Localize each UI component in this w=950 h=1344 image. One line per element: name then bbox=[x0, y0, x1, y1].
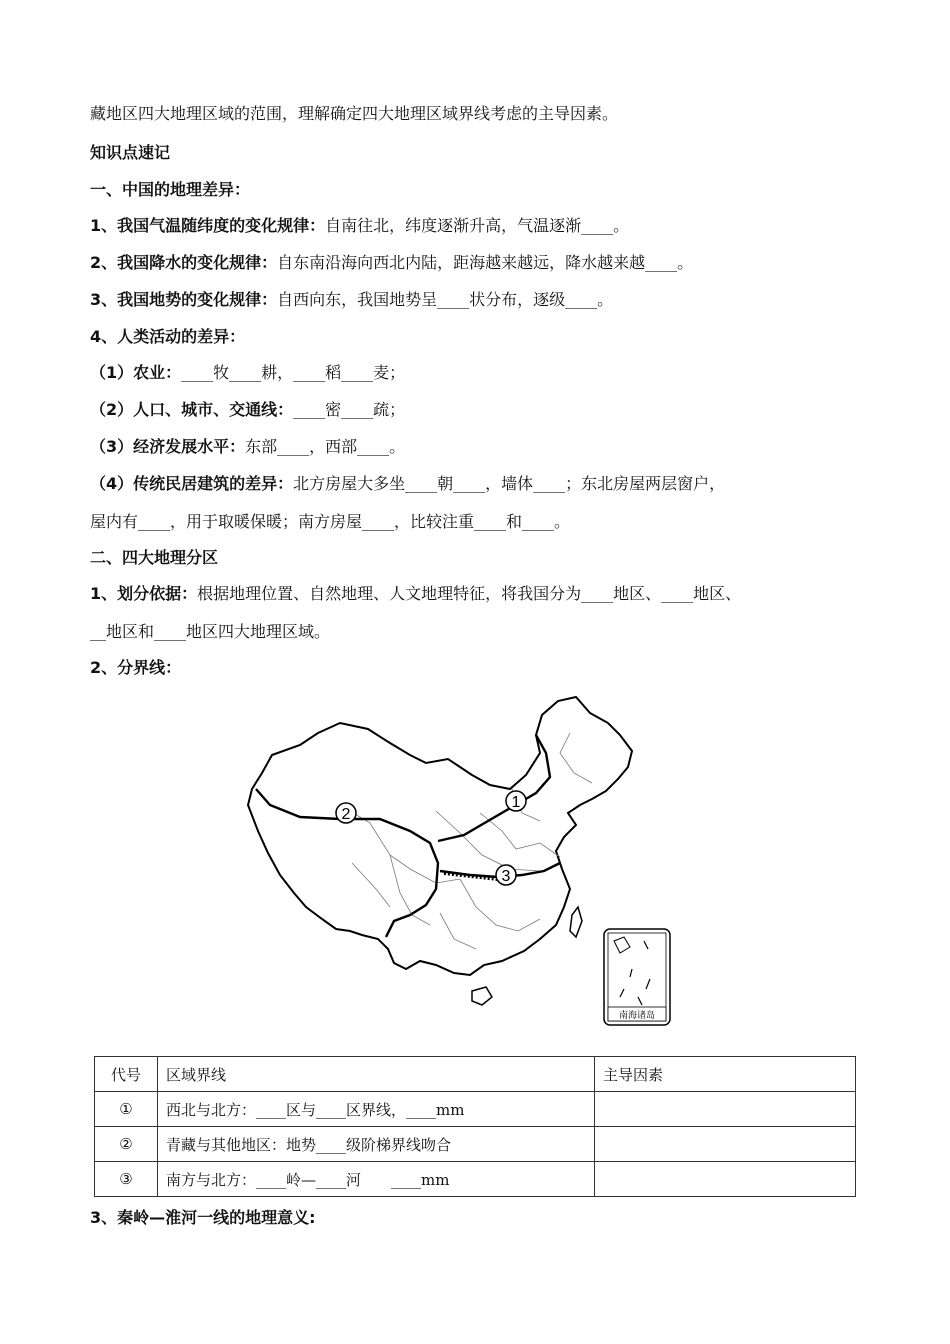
item-division-basis bbox=[90, 584, 741, 604]
hainan-outline bbox=[472, 987, 492, 1005]
marker-3: 3 bbox=[501, 868, 511, 885]
item-label: 2、我国降水的变化规律： bbox=[90, 253, 278, 272]
cell-code: ③ bbox=[95, 1162, 158, 1197]
sub-label: （2）人口、城市、交通线： bbox=[90, 400, 294, 419]
cell-factor bbox=[595, 1092, 856, 1127]
header-boundary: 区域界线 bbox=[158, 1057, 595, 1092]
cell-code: ① bbox=[95, 1092, 158, 1127]
item-qinling-huaihe: 3、秦岭—淮河一线的地理意义: bbox=[90, 1208, 316, 1227]
item-temperature bbox=[90, 216, 629, 236]
item-text: 自南往北，纬度逐渐升高，气温逐渐____。 bbox=[325, 216, 630, 235]
header-factor: 主导因素 bbox=[595, 1057, 856, 1092]
sub-label: （3）经济发展水平： bbox=[90, 437, 246, 456]
sub-economy bbox=[90, 437, 405, 457]
taiwan-outline bbox=[570, 907, 582, 937]
item-terrain bbox=[90, 290, 613, 310]
section2-title: 二、四大地理分区 bbox=[90, 548, 219, 567]
china-map bbox=[240, 693, 680, 1028]
sub-housing bbox=[90, 474, 725, 494]
item-text: 自东南沿海向西北内陆，距海越来越远，降水越来越____。 bbox=[277, 253, 694, 272]
sub-text: ____密____疏； bbox=[293, 400, 406, 419]
south-china-sea-inset bbox=[604, 929, 670, 1025]
sub-housing-cont: 屋内有____，用于取暖保暖；南方房屋____，比较注重____和____。 bbox=[90, 512, 571, 531]
cell-code: ② bbox=[95, 1127, 158, 1162]
section1-title: 一、中国的地理差异： bbox=[90, 180, 251, 199]
sub-label: （1）农业： bbox=[90, 363, 182, 382]
table-header-row bbox=[95, 1057, 856, 1092]
table-row bbox=[95, 1127, 856, 1162]
cell-boundary: 南方与北方：____岭—____河 ____mm bbox=[158, 1162, 595, 1197]
marker-2: 2 bbox=[341, 806, 351, 823]
item-text: 自西向东，我国地势呈____状分布，逐级____。 bbox=[277, 290, 614, 309]
item-text: 根据地理位置、自然地理、人文地理特征，将我国分为____地区、____地区、 bbox=[197, 584, 742, 603]
cell-factor bbox=[595, 1162, 856, 1197]
province-lines bbox=[340, 733, 592, 949]
item-human-activity: 4、人类活动的差异： bbox=[90, 327, 246, 346]
cell-boundary: 青藏与其他地区：地势____级阶梯界线吻合 bbox=[158, 1127, 595, 1162]
sub-text: 北方房屋大多坐____朝____，墙体____；东北房屋两层窗户， bbox=[293, 474, 726, 493]
header-code: 代号 bbox=[95, 1057, 158, 1092]
item-label: 1、划分依据： bbox=[90, 584, 198, 603]
marker-1: 1 bbox=[511, 794, 521, 811]
heading-knowledge: 知识点速记 bbox=[90, 143, 171, 162]
inset-label: 南海诸岛 bbox=[618, 1011, 656, 1021]
sub-text: 东部____，西部____。 bbox=[245, 437, 406, 456]
item-precipitation bbox=[90, 253, 693, 273]
boundary-table bbox=[94, 1056, 856, 1197]
item-label: 3、我国地势的变化规律： bbox=[90, 290, 278, 309]
boundary-line-1 bbox=[438, 735, 550, 841]
china-outline bbox=[248, 697, 632, 975]
intro-text: 藏地区四大地理区域的范围，理解确定四大地理区域界线考虑的主导因素。 bbox=[90, 104, 619, 123]
item-division-cont: __地区和____地区四大地理区域。 bbox=[90, 622, 331, 641]
item-label: 1、我国气温随纬度的变化规律： bbox=[90, 216, 326, 235]
sub-agriculture bbox=[90, 363, 405, 383]
cell-factor bbox=[595, 1127, 856, 1162]
cell-boundary: 西北与北方：____区与____区界线，____mm bbox=[158, 1092, 595, 1127]
sub-label: （4）传统民居建筑的差异： bbox=[90, 474, 294, 493]
item-boundary-label: 2、分界线： bbox=[90, 658, 182, 677]
sub-population bbox=[90, 400, 405, 420]
table-row bbox=[95, 1092, 856, 1127]
table-row bbox=[95, 1162, 856, 1197]
sub-text: ____牧____耕，____稻____麦； bbox=[181, 363, 406, 382]
